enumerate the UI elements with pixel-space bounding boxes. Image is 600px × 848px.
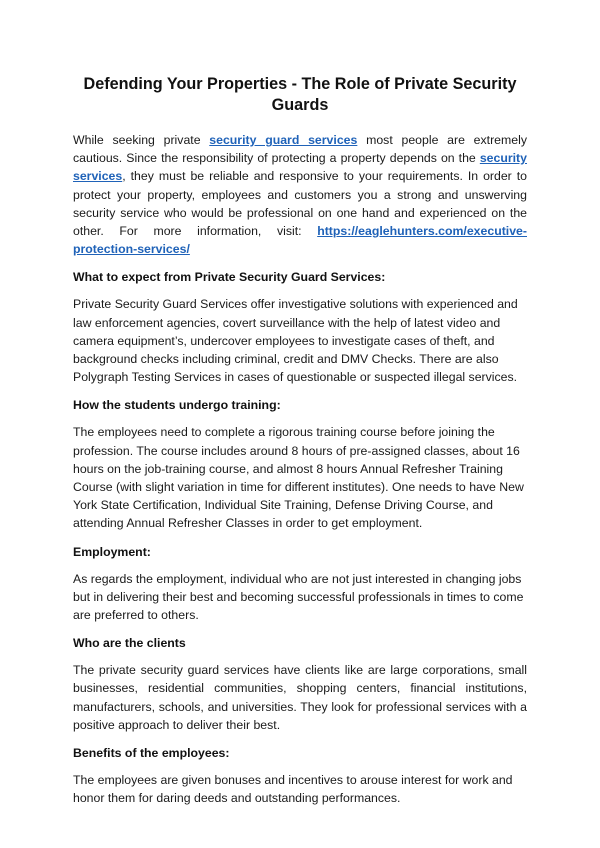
section-heading-expect: What to expect from Private Security Guard Services: <box>73 270 386 285</box>
section-heading-employment: Employment: <box>73 544 151 559</box>
section-body-benefits: The employees are given bonuses and incentives to arouse interest for work and honor them for daring deeds and outstanding performances. <box>73 773 513 806</box>
section-body-training: The employees need to complete a rigorous training course before joining the profession. The course includes around 8 hours of pre-assigned classes, about 16 hours on the job-training course, and almost 8 hours Annual Refresher Training Course (with slight variation in time for different institutes). One needs to have New York State Certification, Individual Site Training, Defense Driving Course, and attending Annual Refresher Classes in order to get employment. <box>73 425 524 531</box>
intro-text-2: most people are extremely cautious. Since the responsibility of protecting a property depends on the <box>73 133 527 166</box>
section-heading-training: How the students undergo training: <box>73 398 281 413</box>
intro-paragraph <box>73 131 527 258</box>
security-guard-services-link[interactable]: security guard services <box>209 133 358 147</box>
page-title: Defending Your Properties - The Role of Private Security Guards <box>83 75 517 114</box>
document-body <box>73 74 527 817</box>
section-body-employment: As regards the employment, individual who are not just interested in changing jobs but in delivering their best and becoming successful professionals in times to come are preferred to others. <box>73 571 524 623</box>
intro-text-3: , they must be reliable and responsive to your requirements. In order to protect your property, employees and customers you a strong and unswerving security service who would be professional on one hand and experienced on the other. For more information, visit: <box>73 169 527 239</box>
executive-protection-link[interactable]: https://eaglehunters.com/executive-protection-services/ <box>73 224 527 257</box>
security-services-link[interactable]: security services <box>73 151 527 184</box>
intro-text-1: While seeking private <box>73 133 210 147</box>
section-heading-benefits: Benefits of the employees: <box>73 746 230 761</box>
section-body-clients: The private security guard services have clients like are large corporations, small businesses, residential communities, shopping centers, financial institutions, manufacturers, schools, and universities. They look for professional services with a positive approach to deliver their best. <box>73 663 527 732</box>
section-body-expect: Private Security Guard Services offer investigative solutions with experienced and law enforcement agencies, covert surveillance with the help of latest video and camera equipment’s, undercover employees to investigate cases of theft, and background checks including criminal, credit and DMV Checks. There are also Polygraph Testing Services in cases of questionable or suspected illegal services. <box>73 297 518 385</box>
section-heading-clients: Who are the clients <box>73 636 186 651</box>
